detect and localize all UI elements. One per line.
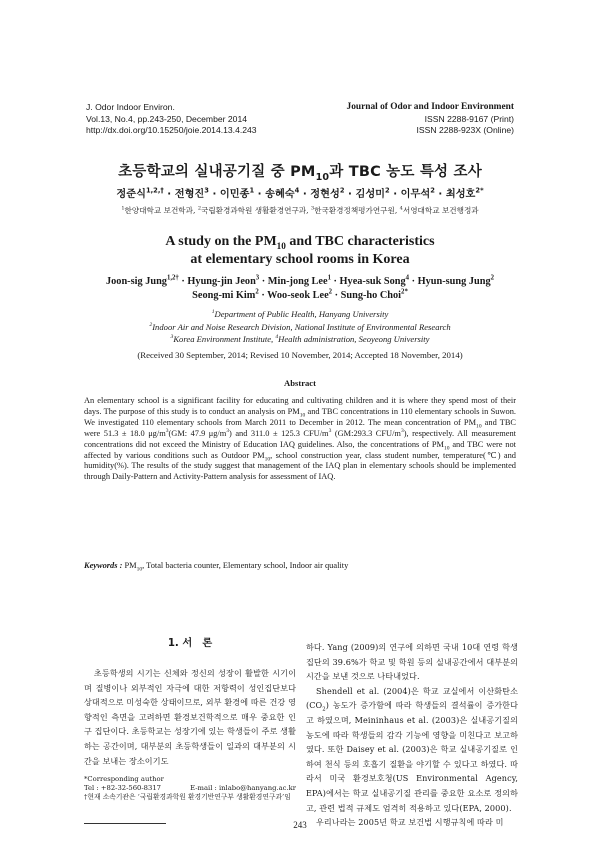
- korean-affiliations: $^1$한양대학교 보건학과, $^2$국립환경과학원 생활환경연구과, $^3$한국환경정책평가연구원, $^4$서영대학교 보건행정과: [121, 205, 479, 215]
- english-authors-line1: Joon-sig Jung$^{1,2\dagger}$ · Hyung-jin Jeon$^3$ · Min-jong Lee$^1$ · Hyea-suk Song$^4$ · Hyun-sung Jung$^2$: [106, 274, 494, 287]
- english-title-line1: A study on the $PM_{10}$ and TBC characteristics: [165, 234, 435, 251]
- keywords-label: Keywords :: [84, 561, 123, 570]
- author: 김성미$^2$: [355, 186, 390, 200]
- journal-name: Journal of Odor and Indoor Environment: [346, 102, 514, 112]
- abstract-heading: Abstract: [284, 378, 316, 388]
- journal-header-left: [86, 102, 257, 137]
- section-heading: 1. 서 론: [167, 638, 213, 649]
- korean-title-subscript: 10: [315, 171, 330, 183]
- corresponding-author-note: *Corresponding author: [84, 775, 164, 783]
- received-dates: (Received 30 September, 2014; Revised 10 November, 2014; Accepted 18 November, 2014): [137, 350, 463, 360]
- korean-authors: 정준식$^{1,2,\dagger}$ · 전형진$^3$ · 이민종$^1$ · 송혜숙$^4$ · 정현성$^2$ · 김성미$^2$ · 이무석$^2$ · 최성호$^{2*}$: [116, 186, 484, 200]
- doi-link[interactable]: http://dx.doi.org/10.15250/joie.2014.13.4.243: [86, 125, 257, 135]
- volume-info: Vol.13, No.4, pp.243-250, December 2014: [86, 113, 248, 124]
- korean-title-text-end: 과 TBC 농도 특성 조사: [329, 164, 482, 180]
- affiliation-3-4: $^3$Korea Environment Institute, $^4$Health administration, Seoyeong University: [170, 334, 430, 345]
- paragraph: Shendell et al. (2004)은 학교 교실에서 이산화탄소$(CO_2)$ 농도가 증가함에 따라 학생들의 결석률이 증가한다고 하였으며, Meininhaus et al. (2003)은 실내공기질의 농도에 따라 학생들의 감각 기능에 영향을 미친다고 보고하였다. 또한 Daisey et al. (2003)은 학교 실내공기질로 인하여 천식 등의 호흡기 질환을 야기할 수 있다고 하였다. 따라서 미국 환경보호청(US Environmental Agency, EPA)에서는 학교 실내공기질 관리를 중요한 요소로 정의하고, 관련 법적 규제도 엄격히 적용하고 있다(EPA, 2000).: [306, 685, 518, 813]
- author: 이민종$^1$: [219, 186, 255, 200]
- email[interactable]: E-mail : inlabo@hanyang.ac.kr: [190, 784, 296, 793]
- affiliation-1: $^1$Department of Public Health, Hanyang University: [211, 309, 389, 319]
- left-column-body: [84, 666, 296, 768]
- author: 송혜숙$^4$: [265, 186, 300, 200]
- abstract-body: An elementary school is a significant facility for educating and cultivating children and it is where they spend most of their days. The purpose of this study is to conduct an analysis on $PM_{10}$ and TBC concentrations in 110 elementary schools in Suwon. We investigated 110 elementary schools from March 2011 to December in 2012. The mean concentration of $PM_{10}$ and TBC were 51.3 ± 18.0 $\mu g/m^3(GM$: 47.9 $\mu g/m^3$) and 311.0 ± 125.3 CFU/$m^3$ (GM:293.3 CFU/$m^3$), respectively. All measurement concentrations did not exceed the Ministry of Education IAQ guidelines. Also, the concentrations of $PM_{10}$ and TBC were not affected by various conditions such as Outdoor $PM_{10}$, school construction year, class student number, temperature(℃) and humidity(%). The results of the study suggest that management of the IAQ plan in elementary schools should be implemented through Daily-Pattern and Activity-Pattern analysis for assessment of IAQ.: [84, 396, 516, 482]
- author: 이무석$^2$: [400, 186, 435, 200]
- author: 최성호$^{2*}$: [445, 186, 484, 200]
- english-authors: [0, 275, 600, 303]
- issn-online: ISSN 2288-923X (Online): [416, 125, 514, 135]
- journal-abbreviation: J. Odor Indoor Environ.: [86, 102, 175, 112]
- paragraph: 하다. Yang (2009)의 연구에 의하면 국내 10대 연령 학생 집단의 39.6%가 학교 및 학원 등의 실내공간에서 대부분의 시간을 보낸 것으로 나타내었다.: [306, 642, 518, 682]
- page-number: 243: [293, 820, 307, 830]
- paragraph: 우리나라는 2005년 학교 보건법 시행규칙에 따라 미: [316, 817, 504, 828]
- author: 정현성$^2$: [310, 186, 345, 200]
- author: 정준식$^{1,2,\dagger}$: [116, 186, 164, 200]
- paragraph: 초등학생의 시기는 신체와 정신의 성장이 활발한 시기이며 질병이나 외부적인 자극에 대한 저항력이 성인집단보다 상대적으로 미성숙한 상태이므로, 외부 환경에 따른 건강 영향적인 측면을 고려하면 환경보건학적으로 매우 중요한 인구 집단이다. 초등학교는 성장기에 있는 학생들이 주로 생활하는 공간이며, 대부분의 초등학생들이 일과의 대부분의 시간을 보내는 장소이기도: [84, 668, 296, 766]
- english-authors-line2: Seong-mi Kim$^2$ · Woo-seok Lee$^2$ · Sung-ho Choi$^{2*}$: [192, 288, 408, 301]
- telephone: Tel : +82-32-560-8317: [84, 784, 161, 793]
- korean-title-text: 초등학교의 실내공기질 중 PM: [118, 164, 316, 180]
- keywords: Keywords : $PM_{10}$, Total bacteria counter, Elementary school, Indoor air quality: [84, 561, 349, 573]
- author: 전형진$^3$: [174, 186, 209, 200]
- affiliation-2: $^2$Indoor Air and Noise Research Division, National Institute of Environmental Research: [149, 321, 451, 332]
- issn-print: ISSN 2288-9167 (Print): [424, 113, 514, 124]
- english-title-line2: at elementary school rooms in Korea: [190, 252, 410, 267]
- english-title: [0, 233, 600, 269]
- right-column-body: [306, 640, 518, 830]
- korean-title: [0, 160, 600, 181]
- journal-header-right: [347, 102, 515, 137]
- english-affiliations: [0, 308, 600, 346]
- footnotes: [84, 775, 296, 803]
- affiliation-footnote: †현재 소속기관은 ‘국립환경과학원 환경기반연구부 생활환경연구과’임: [84, 793, 291, 802]
